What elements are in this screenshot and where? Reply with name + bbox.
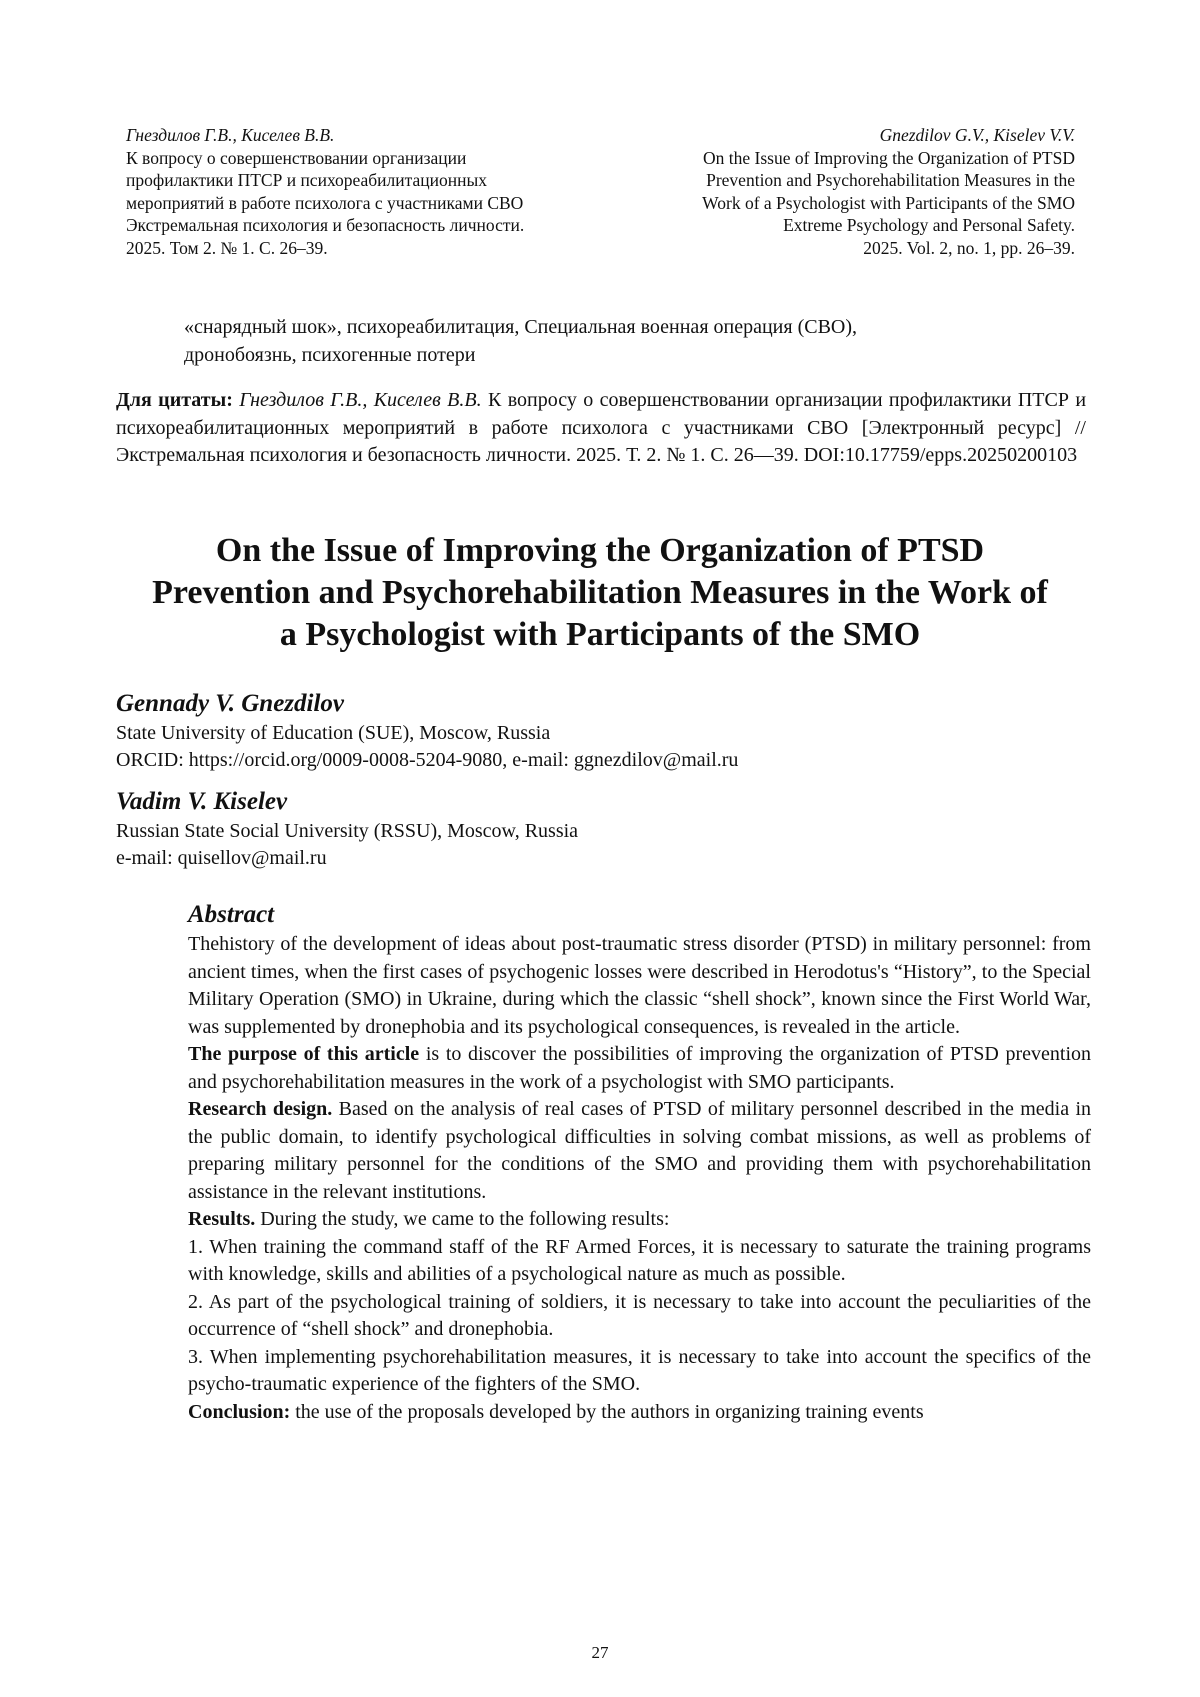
abstract-design [188,1096,1091,1206]
conclusion-text: the use of the proposals developed by the authors in organizing training events [290,1401,923,1423]
author-affiliation: State University of Education (SUE), Moscow, Russia [116,720,1096,747]
results-item: 1. When training the command staff of the RF Armed Forces, it is necessary to saturate the training programs with knowledge, skills and abilities of a psychological nature as much as possible. [188,1234,1091,1289]
running-header-russian [126,124,606,259]
journal-page [0,0,1200,1697]
title-line: a Psychologist with Participants of the SMO [100,614,1100,656]
keywords-line: «снарядный шок», психореабилитация, Специальная военная операция (СВО), [184,313,1084,341]
author-name: Vadim V. Kiselev [116,786,1096,818]
purpose-label: The purpose of this article [188,1043,419,1065]
abstract-section [188,899,1091,1426]
conclusion-label: Conclusion: [188,1401,290,1423]
purpose-text: is to discover the possibilities of improving the organization of PTSD prevention and psychorehabilitation measures in the work of a psychologist with SMO participants. [188,1043,1091,1093]
author-contact: e-mail: quisellov@mail.ru [116,845,1096,872]
author-block [116,786,1096,872]
header-line: профилактики ПТСР и психореабилитационных [126,169,606,192]
header-line: Prevention and Psychorehabilitation Measures in the [605,169,1075,192]
keywords-continuation [184,313,1084,369]
citation-text: К вопросу о совершенствовании организации профилактики ПТСР и психореабилитационных мероприятий в работе психолога с участниками СВО [Электронный ресурс] // Экстремальная психология и безопасность личности. 2025. Т. 2. № 1. С. 26—39. DOI:10.17759/epps.20250200103 [116,389,1086,466]
abstract-heading: Abstract [188,899,1091,931]
design-label: Research design. [188,1098,332,1120]
citation-block [116,387,1086,470]
header-line: Extreme Psychology and Personal Safety. [605,214,1075,237]
header-line: Экстремальная психология и безопасность личности. [126,214,606,237]
results-label: Results. [188,1208,255,1230]
header-line: Work of a Psychologist with Participants of the SMO [605,192,1075,215]
header-line: К вопросу о совершенствовании организации [126,147,606,170]
author-contact: ORCID: https://orcid.org/0009-0008-5204-9080, e-mail: ggnezdilov@mail.ru [116,747,1096,774]
title-line: Prevention and Psychorehabilitation Measures in the Work of [100,572,1100,614]
page-number: 27 [0,1643,1200,1663]
title-line: On the Issue of Improving the Organization of PTSD [100,530,1100,572]
header-line: 2025. Том 2. № 1. С. 26–39. [126,237,606,260]
author-name: Gennady V. Gnezdilov [116,688,1096,720]
header-line: мероприятий в работе психолога с участниками СВО [126,192,606,215]
abstract-results [188,1206,1091,1234]
article-title [100,530,1100,656]
abstract-purpose [188,1041,1091,1096]
citation-authors: Гнездилов Г.В., Киселев В.В. [239,389,481,411]
author-affiliation: Russian State Social University (RSSU), Moscow, Russia [116,818,1096,845]
header-line: On the Issue of Improving the Organization of PTSD [605,147,1075,170]
results-item: 3. When implementing psychorehabilitation measures, it is necessary to take into account the specifics of the psycho-traumatic experience of the fighters of the SMO. [188,1344,1091,1399]
results-item: 2. As part of the psychological training of soldiers, it is necessary to take into account the peculiarities of the occurrence of “shell shock” and dronephobia. [188,1289,1091,1344]
keywords-line: дронобоязнь, психогенные потери [184,341,1084,369]
header-line: 2025. Vol. 2, no. 1, pp. 26–39. [605,237,1075,260]
abstract-intro: Thehistory of the development of ideas about post-traumatic stress disorder (PTSD) in military personnel: from ancient times, when the first cases of psychogenic losses were described in Herodotus's “History”, to the Special Military Operation (SMO) in Ukraine, during which the classic “shell shock”, known since the First World War, was supplemented by dronephobia and its psychological consequences, is revealed in the article. [188,931,1091,1041]
abstract-conclusion [188,1399,1091,1427]
running-header-english [605,124,1075,259]
author-block [116,688,1096,774]
header-authors-en: Gnezdilov G.V., Kiselev V.V. [605,124,1075,147]
header-authors-ru: Гнездилов Г.В., Киселев В.В. [126,124,606,147]
citation-label: Для цитаты: [116,389,233,411]
results-text: During the study, we came to the following results: [255,1208,669,1230]
design-text: Based on the analysis of real cases of PTSD of military personnel described in the media in the public domain, to identify psychological difficulties in solving combat missions, as well as problems of preparing military personnel for the conditions of the SMO and providing them with psychorehabilitation assistance in the relevant institutions. [188,1098,1091,1203]
